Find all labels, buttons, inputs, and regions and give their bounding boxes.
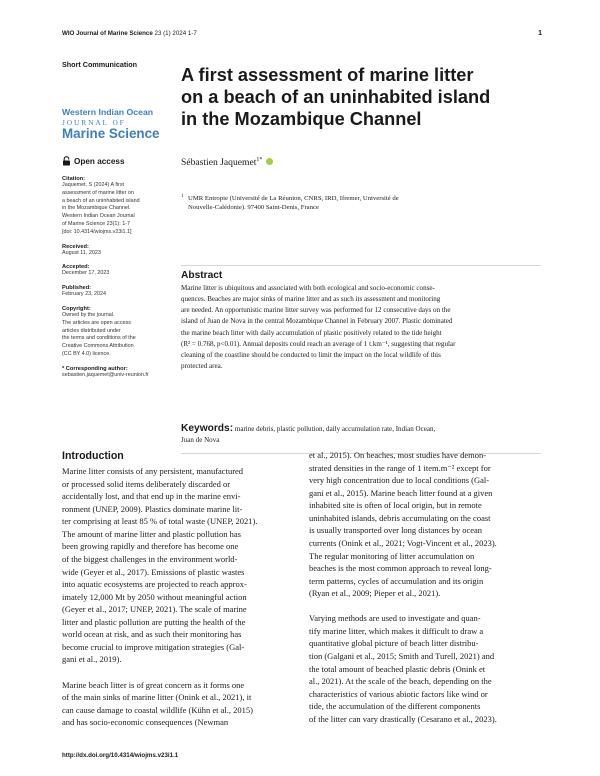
accepted-label: Accepted: [62, 264, 90, 271]
text-line: inhabited site is often of local origin, but in remote [309, 500, 482, 511]
citation-line: Jaquemet, S (2024) A first [62, 182, 125, 188]
keywords [181, 423, 541, 446]
abstract-line: protected area. [181, 362, 223, 371]
corresponding-author-label: * Corresponding author: [62, 365, 128, 372]
issue-info: 23 (1) 2024 1-7 [152, 30, 197, 37]
text-line: gani et al., 2019). [62, 654, 122, 665]
citation-line: [doi: 10.4314/wiojms.v23i1.1] [62, 228, 132, 235]
open-access-label: Open access [74, 156, 125, 166]
title-line: on a beach of an uninhabited island [181, 87, 491, 108]
text-line: imately 12,000 Mt by 2050 without meaningful action [62, 591, 247, 602]
text-line: beaches is the most common approach to reveal long- [309, 563, 492, 574]
affiliation [181, 194, 411, 213]
text-line: Marine litter consists of any persistent, manufactured [62, 466, 244, 476]
author-line [181, 157, 273, 168]
text-line: or processed solid items deliberately discarded or [62, 478, 231, 489]
text-line: tify marine litter, which makes it difficult to draw a [309, 625, 484, 636]
journal-logo [62, 107, 174, 140]
text-line: accidentally lost, and that end up in the marine envi- [62, 491, 241, 502]
copyright-label: Copyright: [62, 305, 91, 312]
copyright-line: The articles are open access [62, 319, 131, 326]
running-header [62, 30, 542, 42]
title-line: in the Mozambique Channel [181, 109, 422, 130]
author-name: Sébastien Jaquemet [181, 157, 257, 169]
text-line: litter and plastic pollution are putting the health of the [62, 616, 246, 627]
published-label: Published: [62, 285, 92, 292]
citation-line: of Marine Science 23(1): 1-7 [62, 220, 131, 227]
abstract-line: (R² = 0.768, p<0.01). Annual deposits could reach an average of 1 t.km⁻¹, suggesting that regular [181, 339, 456, 348]
text-line: (Ryan et al., 2009; Pieper et al., 2021). [309, 588, 441, 599]
text-line: ronment (UNEP, 2009). Plastics dominate marine lit- [62, 503, 243, 514]
affiliation-text: UMR Entropie (Université de La Réunion, CNRS, IRD, Ifremer, Université de Nouvelle-Calédonie). 97400 Saint-Denis, France [188, 195, 399, 212]
published-date: February 23, 2024 [62, 291, 107, 298]
text-line: tion (Galgani et al., 2015; Smith and Turell, 2021) and [309, 650, 495, 661]
received-date: August 11, 2023 [62, 249, 101, 256]
text-line: The regular monitoring of litter accumulation on [309, 550, 475, 561]
article-title [181, 64, 541, 131]
text-line: uninhabited islands, debris accumulating on the coast [309, 512, 491, 523]
copyright-text [62, 312, 174, 359]
received-label: Received: [62, 243, 89, 250]
logo-line: Marine Science [62, 126, 160, 141]
abstract-line: quences. Beaches are major sinks of marine litter and as such its assessment and monitoring [181, 295, 441, 304]
article-info-sidebar [62, 156, 174, 380]
text-line: is usually transported over long distances by ocean [309, 525, 483, 536]
lock-icon [62, 156, 71, 166]
citation-line: a beach of an uninhabited island [62, 197, 140, 204]
abstract-heading: Abstract [181, 270, 223, 281]
citation-label: Citation: [62, 176, 86, 182]
abstract-text [181, 283, 541, 372]
text-line: The amount of marine litter and plastic pollution has [62, 528, 241, 539]
abstract-line: island of Juan de Nova in the central Mozambique Channel in February 2007. Plastic dominated [181, 317, 453, 326]
text-line: the total amount of beached plastic debris (Onink et [309, 663, 486, 674]
text-line: term patterns, cycles of accumulation and its origin [309, 575, 484, 586]
keywords-list: marine debris, plastic pollution, daily accumulation rate, Indian Ocean, [233, 425, 436, 433]
text-line: tide, the accumulation of the different components [309, 701, 481, 712]
text-line: Marine beach litter is of great concern as it forms one [62, 679, 245, 690]
text-line: wide (Geyer et al., 2017). Emissions of plastic wastes [62, 566, 245, 577]
text-line: very high concentration due to local conditions (Gal- [309, 475, 490, 486]
copyright-line: articles distributed under [62, 327, 121, 334]
text-line: world ocean at risk, and as such their monitoring has [62, 629, 242, 640]
abstract-line: the marine beach litter with daily accumulation of plastic positively related to the tide height [181, 328, 442, 337]
text-line: can cause damage to coastal wildlife (Kühn et al., 2015) [62, 704, 253, 715]
text-line: quantitative global picture of beach litter distribu- [309, 638, 479, 649]
page-number: 1 [538, 30, 542, 37]
citation-line: in the Mozambique Channel. [62, 205, 131, 212]
text-line: ter comprising at least 85 % of total waste (UNEP, 2021). [62, 516, 258, 527]
paragraph [309, 612, 541, 725]
text-line: been growing rapidly and therefore has become one [62, 541, 239, 552]
citation-text [62, 182, 174, 237]
text-line: of the litter can vary drastically (Cesarano et al., 2023). [309, 713, 497, 724]
text-line: currents (Onink et al., 2021; Vogt-Vincent et al., 2023). [309, 537, 497, 548]
paragraph [309, 449, 541, 600]
keywords-list-cont: Juan de Nova [181, 436, 220, 444]
body-column-right [309, 449, 541, 725]
copyright-line: Owned by the journal. [62, 311, 115, 318]
text-line: of the biggest challenges in the environment world- [62, 553, 238, 564]
citation-line: Western Indian Ocean Journal [62, 213, 135, 220]
accepted-date: December 17, 2023 [62, 270, 110, 277]
abstract-line: cleaning of the coastline should be conducted to limit the impact on the local wildlife of this [181, 350, 441, 359]
paragraph [62, 679, 294, 729]
copyright-line: Creative Commons Attribution [62, 343, 134, 350]
text-line: et al., 2015). On beaches, most studies have demon- [309, 450, 487, 460]
text-line: and has socio-economic consequences (Newman [62, 717, 229, 728]
paragraph [62, 465, 294, 666]
title-line: A first assessment of marine litter [181, 65, 474, 85]
text-line: gani et al., 2015). Marine beach litter found at a given [309, 487, 493, 498]
text-line: strated densities in the range of 1 item.m⁻² except for [309, 462, 491, 473]
orcid-icon[interactable] [266, 158, 273, 165]
keywords-label: Keywords: [181, 423, 234, 434]
text-line: of the main sinks of marine litter (Onink et al., 2021), it [62, 692, 252, 703]
text-line: al., 2021). At the scale of the beach, depending on the [309, 676, 492, 687]
affiliation-superscript: 1 [181, 194, 184, 199]
abstract-divider [181, 265, 541, 266]
article-type: Short Communication [62, 60, 138, 69]
body-column-left [62, 450, 294, 729]
citation-line: assessment of marine litter on [62, 189, 134, 196]
author-superscript: 1* [256, 157, 263, 163]
text-line: characteristics of various abiotic factors like wind or [309, 688, 488, 699]
text-line: Varying methods are used to investigate and quan- [309, 613, 481, 624]
logo-line: Western Indian Ocean [62, 107, 154, 117]
copyright-line: the terms and conditions of the [62, 335, 136, 342]
text-line: (Geyer et al., 2017; UNEP, 2021). The scale of marine [62, 604, 247, 615]
section-heading-introduction: Introduction [62, 450, 124, 462]
copyright-line: (CC BY 4.0) licence. [62, 350, 111, 357]
open-access-badge [62, 156, 174, 166]
corresponding-email[interactable]: sebastien.jaquemet@univ-reunion.fr [62, 371, 149, 378]
abstract-line: Marine litter is ubiquitous and associated with both ecological and socio-economic conse- [181, 284, 435, 292]
abstract-line: are needed. An opportunistic marine litter survey was performed for 12 consecutive days on the [181, 306, 451, 315]
doi-footer[interactable]: http://dx.doi.org/10.4314/wiojms.v23i1.1 [62, 752, 179, 759]
journal-name: WIO Journal of Marine Science [62, 30, 153, 37]
text-line: into aquatic ecosystems are projected to reach approx- [62, 579, 247, 590]
logo-line: JOURNAL OF [62, 118, 126, 127]
text-line: become crucial to improve mitigation strategies (Gal- [62, 641, 245, 652]
